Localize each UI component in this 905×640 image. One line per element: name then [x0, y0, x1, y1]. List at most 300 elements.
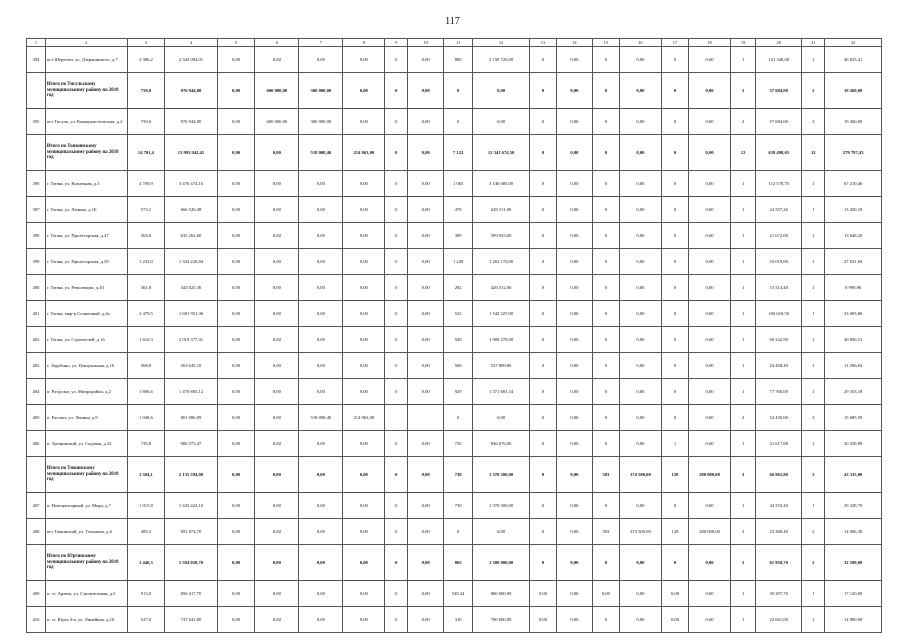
value-cell: 0 [592, 545, 619, 581]
value-cell: 600 000,00 [255, 73, 299, 109]
value-cell: 0,00 [689, 379, 731, 405]
value-cell: 1 542 327,00 [473, 301, 530, 327]
column-number-cell: 4 [165, 39, 217, 47]
row-number: 407 [27, 493, 46, 519]
value-cell: 13 450,18 [825, 197, 882, 223]
address-cell: пгт Шерегеш, ул. Дзержинского, д.7 [45, 47, 127, 73]
value-cell: 1 504,1 [127, 457, 165, 493]
value-cell: 0,00 [299, 493, 343, 519]
value-cell: 0,00 [299, 607, 343, 633]
value-cell: 1 370 500,00 [473, 493, 530, 519]
value-cell: 0 [661, 171, 688, 197]
value-cell: 0,00 [343, 581, 385, 607]
value-cell: 913,0 [127, 581, 165, 607]
district-total-label: Итого по Топкинскому муниципальному району на 2018 год [45, 135, 127, 171]
value-cell: 700 000,00 [473, 607, 530, 633]
value-cell: 0,00 [408, 353, 444, 379]
value-cell: 1 806,6 [127, 379, 165, 405]
value-cell: 0,00 [619, 197, 661, 223]
district-total-label: Итого по Тяжинскому муниципальному району на 2018 год [45, 457, 127, 493]
value-cell: 1 233,0 [127, 249, 165, 275]
value-cell: 13 993 942,41 [165, 135, 217, 171]
value-cell: 393 [592, 519, 619, 545]
value-cell: 0,00 [619, 431, 661, 457]
table-row [27, 197, 882, 223]
value-cell: 1 [731, 197, 756, 223]
value-cell: 691 874,70 [165, 519, 217, 545]
column-number-cell: 19 [731, 39, 756, 47]
value-cell: 865 [443, 545, 472, 581]
value-cell: 1 [802, 47, 825, 73]
address-cell: п. Раздолье, ул. Микрорайон, д.2 [45, 379, 127, 405]
value-cell: 39 297,70 [756, 581, 802, 607]
row-number: 400 [27, 275, 46, 301]
value-cell: 0 [385, 135, 408, 171]
district-total-row [27, 73, 882, 109]
value-cell: 0,00 [343, 171, 385, 197]
row-number: 394 [27, 47, 46, 73]
value-cell: 57 684,00 [756, 73, 802, 109]
value-cell: 0,00 [217, 457, 255, 493]
value-cell: 0,00 [217, 301, 255, 327]
value-cell: 280 000,00 [689, 457, 731, 493]
value-cell: 12 [731, 135, 756, 171]
value-cell: 0,00 [619, 545, 661, 581]
value-cell: 67 210,46 [825, 171, 882, 197]
value-cell: 0,00 [689, 109, 731, 135]
value-cell: 0,00 [689, 353, 731, 379]
value-cell: 61 958,70 [756, 545, 802, 581]
row-number: 405 [27, 405, 46, 431]
value-cell: 1 470 805,12 [165, 379, 217, 405]
column-number-cell: 2 [45, 39, 127, 47]
value-cell: 0,00 [343, 431, 385, 457]
value-cell: 1 065 [443, 171, 472, 197]
value-cell: 730 [443, 457, 472, 493]
value-cell: 1 610,3 [127, 327, 165, 353]
value-cell: 21 672,00 [756, 223, 802, 249]
value-cell: 443 025,36 [165, 275, 217, 301]
value-cell: 504,0 [127, 223, 165, 249]
value-cell: 0,00 [217, 171, 255, 197]
value-cell: 0 [385, 73, 408, 109]
value-cell: 0,00 [343, 197, 385, 223]
value-cell: 3 146 685,00 [473, 171, 530, 197]
row-number: 403 [27, 353, 46, 379]
value-cell: 628 511,00 [473, 197, 530, 223]
value-cell: 0 [661, 545, 688, 581]
value-cell: 1 [802, 301, 825, 327]
column-number-cell: 20 [756, 39, 802, 47]
value-cell: 0 [443, 405, 472, 431]
value-cell: 0 [385, 457, 408, 493]
row-number [27, 545, 46, 581]
value-cell: 0 [661, 47, 688, 73]
column-number-row [27, 39, 882, 47]
value-cell: 0,00 [619, 607, 661, 633]
row-number: 410 [27, 607, 46, 633]
column-number-cell: 16 [619, 39, 661, 47]
value-cell: 639 498,65 [756, 135, 802, 171]
value-cell: 0,00 [689, 135, 731, 171]
value-cell: 128 [661, 519, 688, 545]
value-cell: 0 [385, 431, 408, 457]
value-cell: 0,00 [619, 405, 661, 431]
value-cell: 0,00 [557, 249, 593, 275]
value-cell: 0,00 [689, 405, 731, 431]
value-cell: 1 [802, 607, 825, 633]
address-cell: п. Трещинский, ул. Садовая, д.32 [45, 431, 127, 457]
value-cell: 906 573,47 [165, 431, 217, 457]
page-number: 117 [445, 16, 460, 27]
value-cell: 0 [529, 431, 556, 457]
value-cell: 2 [731, 73, 756, 109]
value-cell: 0,00 [299, 379, 343, 405]
value-cell: 0 [529, 73, 556, 109]
value-cell: 0,00 [299, 47, 343, 73]
value-cell: 0 [661, 275, 688, 301]
value-cell: 2 019 377,41 [165, 327, 217, 353]
value-cell: 1 [731, 607, 756, 633]
value-cell: 0,00 [408, 275, 444, 301]
value-cell: 1 [731, 353, 756, 379]
value-cell: 0,00 [217, 47, 255, 73]
value-cell: 0 [661, 353, 688, 379]
value-cell: 737 641,00 [165, 607, 217, 633]
value-cell: 0,00 [408, 171, 444, 197]
value-cell: 1 [731, 327, 756, 353]
value-cell: 0,00 [619, 135, 661, 171]
value-cell: 1 [802, 431, 825, 457]
value-cell: 0 [592, 431, 619, 457]
value-cell: 0 [592, 249, 619, 275]
value-cell: 2 [802, 519, 825, 545]
address-cell: п. ст. Юрга 2-я, ул. Линейная, д.10 [45, 607, 127, 633]
value-cell: 0,00 [343, 109, 385, 135]
value-cell: 1 909 278,00 [473, 327, 530, 353]
value-cell: 1 [802, 249, 825, 275]
value-cell: 0 [529, 197, 556, 223]
value-cell: 0,00 [689, 249, 731, 275]
value-cell: 141 348,00 [756, 47, 802, 73]
value-cell: 0,00 [255, 431, 299, 457]
value-cell: 0 [385, 171, 408, 197]
value-cell: 316 [443, 607, 472, 633]
value-cell: 0,00 [557, 545, 593, 581]
value-cell: 1 343 220,84 [165, 249, 217, 275]
value-cell: 0,00 [217, 353, 255, 379]
column-number-cell: 18 [689, 39, 731, 47]
value-cell: 0,00 [217, 135, 255, 171]
value-cell: 0,00 [299, 457, 343, 493]
value-cell: 1 681 951,36 [165, 301, 217, 327]
value-cell: 0 [661, 405, 688, 431]
value-cell: 0,00 [619, 581, 661, 607]
table-row [27, 223, 882, 249]
value-cell: 33 005,86 [825, 301, 882, 327]
value-cell: 0,00 [557, 73, 593, 109]
value-cell: 2 150 720,00 [473, 47, 530, 73]
row-number: 402 [27, 327, 46, 353]
value-cell: 0 [443, 109, 472, 135]
value-cell: 40 856,51 [825, 327, 882, 353]
value-cell: 31 617,88 [756, 431, 802, 457]
value-cell: 0,00 [689, 197, 731, 223]
column-number-cell: 12 [473, 39, 530, 47]
value-cell: 15 685,59 [825, 405, 882, 431]
value-cell: 0,00 [557, 47, 593, 73]
row-number: 395 [27, 109, 46, 135]
value-cell: 0,00 [217, 73, 255, 109]
value-cell: 1 [802, 353, 825, 379]
value-cell: 0 [443, 73, 472, 109]
table-row [27, 171, 882, 197]
value-cell: 0,00 [343, 457, 385, 493]
value-cell: 0,00 [217, 275, 255, 301]
value-cell: 1 015,8 [127, 493, 165, 519]
value-cell: 0,00 [619, 171, 661, 197]
value-cell: 0 [529, 47, 556, 73]
value-cell: 280 000,00 [689, 519, 731, 545]
value-cell: 1 370 500,00 [473, 457, 530, 493]
value-cell: 374 500,00 [619, 519, 661, 545]
value-cell: 573,1 [127, 197, 165, 223]
value-cell: 2 [731, 109, 756, 135]
value-cell: 0,00 [299, 581, 343, 607]
value-cell: 0,00 [255, 405, 299, 431]
value-cell: 1 048,6 [127, 405, 165, 431]
value-cell: 0,00 [255, 327, 299, 353]
value-cell: 1 [802, 223, 825, 249]
value-cell: 666 520,48 [165, 197, 217, 223]
value-cell: 112 578,70 [756, 171, 802, 197]
value-cell: 27 031,84 [825, 249, 882, 275]
table-row [27, 607, 882, 633]
value-cell [408, 405, 444, 431]
column-number-cell: 13 [529, 39, 556, 47]
value-cell: 0 [592, 171, 619, 197]
value-cell: 29 328,70 [825, 493, 882, 519]
value-cell: 0,00 [619, 301, 661, 327]
value-cell: 0 [529, 223, 556, 249]
value-cell: 1 [731, 493, 756, 519]
value-cell: 0 [661, 301, 688, 327]
value-cell: 0 [385, 519, 408, 545]
value-cell: 0,00 [689, 171, 731, 197]
value-cell: 0,00 [408, 581, 444, 607]
value-cell: 0,00 [592, 581, 619, 607]
value-cell: 0,00 [689, 607, 731, 633]
value-cell: 3 386,2 [127, 47, 165, 73]
value-cell: 568,8 [127, 353, 165, 379]
value-cell: 0,00 [255, 171, 299, 197]
value-cell: 43 335,00 [825, 457, 882, 493]
value-cell: 282 [443, 275, 472, 301]
value-cell: 0 [385, 47, 408, 73]
value-cell: 66 961,80 [756, 457, 802, 493]
value-cell: 2 [802, 405, 825, 431]
value-cell: 0 [385, 301, 408, 327]
value-cell: 0,00 [343, 223, 385, 249]
value-cell: 1 440,3 [127, 545, 165, 581]
value-cell: 19 260,00 [825, 109, 882, 135]
value-cell: 0,00 [217, 581, 255, 607]
value-cell: 24 458,40 [756, 353, 802, 379]
column-number-cell: 10 [408, 39, 444, 47]
column-number-cell: 6 [255, 39, 299, 47]
value-cell: 0 [529, 493, 556, 519]
value-cell: 735 [443, 431, 472, 457]
value-cell: 0,00 [557, 405, 593, 431]
value-cell: 11 296,84 [825, 353, 882, 379]
value-cell: 0,00 [255, 607, 299, 633]
row-number: 398 [27, 223, 46, 249]
value-cell: 856 417,70 [165, 581, 217, 607]
value-cell: 0 [592, 405, 619, 431]
value-cell: 1 [731, 223, 756, 249]
value-cell: 0 [385, 545, 408, 581]
value-cell: 0,00 [217, 405, 255, 431]
value-cell: 1 [731, 431, 756, 457]
value-cell: 635 262,00 [165, 223, 217, 249]
value-cell: 1 [731, 47, 756, 73]
value-cell: 0 [385, 379, 408, 405]
column-number-cell: 14 [557, 39, 593, 47]
value-cell: 1 249 [443, 249, 472, 275]
value-cell: 0 [592, 47, 619, 73]
value-cell: 0 [529, 379, 556, 405]
value-cell: 0 [529, 457, 556, 493]
value-cell: 801 086,99 [165, 405, 217, 431]
table-row [27, 275, 882, 301]
value-cell: 0,00 [255, 47, 299, 73]
value-cell: 0,00 [217, 519, 255, 545]
row-number: 401 [27, 301, 46, 327]
value-cell: 0 [385, 607, 408, 633]
row-number: 396 [27, 171, 46, 197]
table-row [27, 353, 882, 379]
value-cell: 2 [802, 109, 825, 135]
value-cell: 1 500 000,00 [473, 545, 530, 581]
table-row [27, 379, 882, 405]
value-cell: 0,00 [408, 109, 444, 135]
value-cell: 300 000,00 [299, 73, 343, 109]
value-cell: 0,00 [557, 379, 593, 405]
value-cell: 518 008,40 [299, 405, 343, 431]
address-cell: п. Новоцентарный, ул. Мира, д.7 [45, 493, 127, 519]
value-cell: 0 [385, 197, 408, 223]
value-cell: 0,00 [557, 135, 593, 171]
value-cell: 0 [592, 301, 619, 327]
value-cell: 0,00 [689, 327, 731, 353]
value-cell: 0 [592, 109, 619, 135]
value-cell: 426 312,06 [473, 275, 530, 301]
address-cell: пгт Тяжинский, ул. Тельмана, д.6 [45, 519, 127, 545]
value-cell: 527 889,86 [473, 353, 530, 379]
value-cell: 0,00 [217, 223, 255, 249]
value-cell: 46 025,41 [825, 47, 882, 73]
value-cell: 19 260,00 [825, 73, 882, 109]
table-row [27, 581, 882, 607]
value-cell: 0,00 [689, 47, 731, 73]
value-cell: 43 553,40 [756, 493, 802, 519]
value-cell: 2 479,5 [127, 301, 165, 327]
value-cell: 0,00 [473, 109, 530, 135]
value-cell: 0,00 [557, 519, 593, 545]
value-cell: 0 [529, 405, 556, 431]
value-cell: 1 [661, 431, 688, 457]
value-cell: 0,00 [299, 353, 343, 379]
value-cell: 0,00 [343, 301, 385, 327]
table-row [27, 327, 882, 353]
value-cell: 279 797,43 [825, 135, 882, 171]
value-cell: 0 [592, 135, 619, 171]
value-cell: 13 648,20 [825, 223, 882, 249]
address-cell: г. Топки, ул. Кузнецкая, д.3 [45, 171, 127, 197]
value-cell: 2 [731, 405, 756, 431]
row-number: 399 [27, 249, 46, 275]
value-cell: 0,00 [408, 301, 444, 327]
value-cell: 560 [443, 353, 472, 379]
value-cell: 0 [661, 109, 688, 135]
value-cell: 0,00 [299, 519, 343, 545]
value-cell: 0,00 [408, 457, 444, 493]
value-cell: 0,00 [408, 197, 444, 223]
value-cell: 0,00 [343, 493, 385, 519]
value-cell: 2 [802, 73, 825, 109]
value-cell: 24 557,26 [756, 197, 802, 223]
value-cell: 600 000,00 [255, 109, 299, 135]
value-cell: 0 [592, 353, 619, 379]
column-number-cell: 9 [385, 39, 408, 47]
value-cell: 0,00 [529, 607, 556, 633]
value-cell: 0 [385, 493, 408, 519]
value-cell: 0,00 [343, 249, 385, 275]
value-cell: 0,00 [217, 197, 255, 223]
value-cell: 0 [529, 109, 556, 135]
value-cell: 518 008,40 [299, 135, 343, 171]
value-cell: 0,00 [557, 301, 593, 327]
value-cell: 0,00 [255, 197, 299, 223]
value-cell: 0,00 [408, 327, 444, 353]
value-cell: 374 500,00 [619, 457, 661, 493]
value-cell: 0 [661, 223, 688, 249]
value-cell: 0,00 [619, 223, 661, 249]
value-cell: 0,00 [689, 581, 731, 607]
value-cell: 7 122 [443, 135, 472, 171]
value-cell: 0 [661, 73, 688, 109]
value-cell: 12 [802, 135, 825, 171]
value-cell: 0 [385, 223, 408, 249]
value-cell: 1 371 681,34 [473, 379, 530, 405]
value-cell: 128 [661, 457, 688, 493]
table-row [27, 431, 882, 457]
value-cell: 3 [802, 457, 825, 493]
value-cell: 0 [592, 327, 619, 353]
value-cell [385, 405, 408, 431]
value-cell: 214 963,00 [343, 135, 385, 171]
value-cell: 0,00 [217, 545, 255, 581]
value-cell: 393 [592, 457, 619, 493]
table-row [27, 493, 882, 519]
value-cell: 0,00 [619, 73, 661, 109]
column-number-cell: 22 [825, 39, 882, 47]
value-cell: 0,00 [343, 607, 385, 633]
column-number-cell: 7 [299, 39, 343, 47]
value-cell: 0 [529, 171, 556, 197]
value-cell: 0,00 [255, 379, 299, 405]
value-cell: 0,00 [255, 581, 299, 607]
